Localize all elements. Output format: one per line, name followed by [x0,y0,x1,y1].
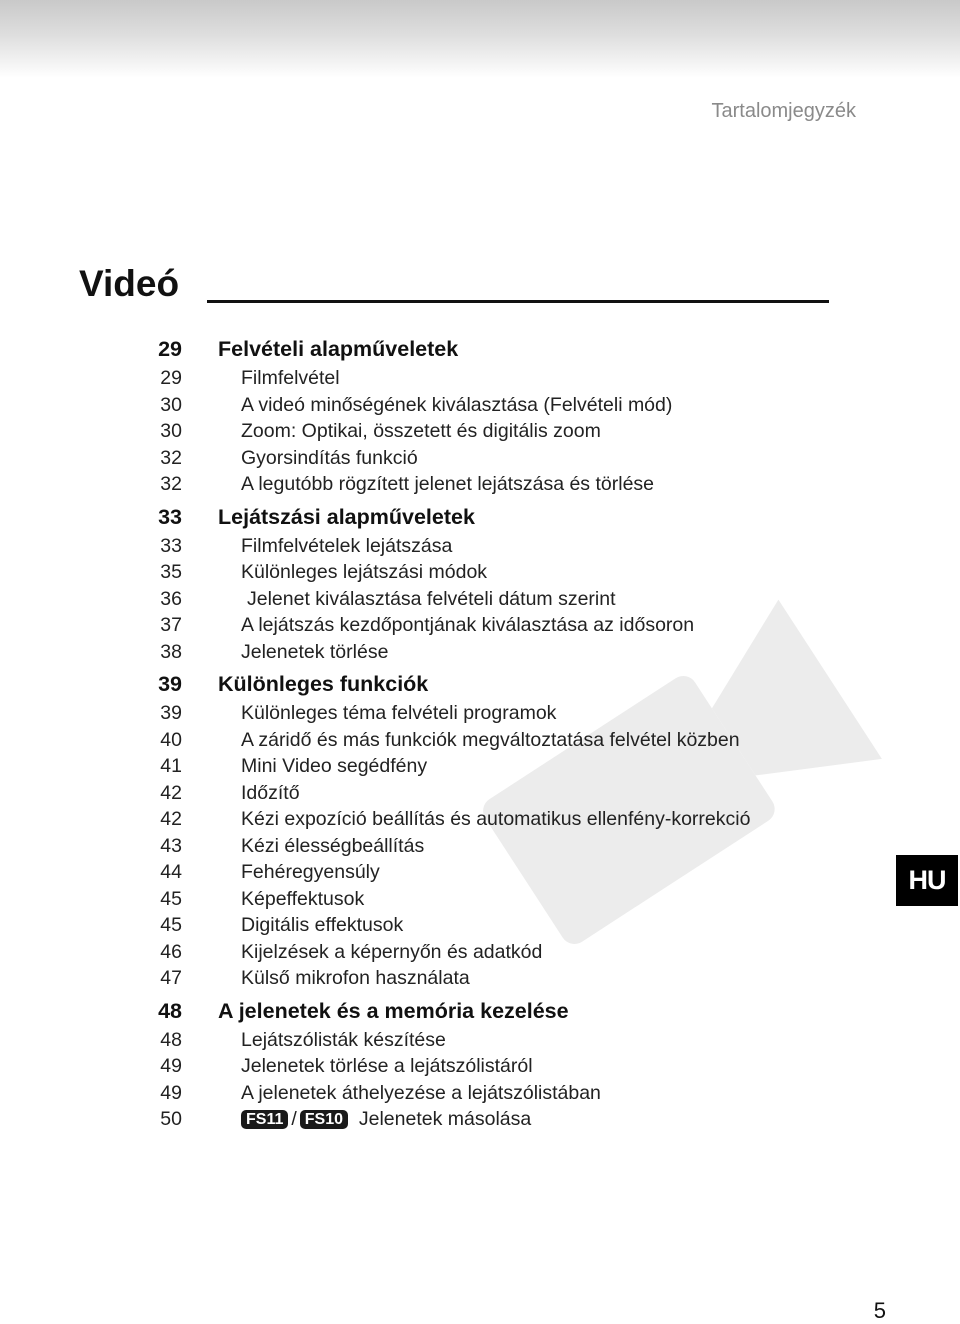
toc-item[interactable] [0,939,900,966]
page-number-label: 49 [160,1055,182,1077]
page-number-label: 45 [160,914,182,936]
page-number-label: 43 [160,834,182,857]
item-title: Kézi élességbeállítás [241,834,425,857]
language-tab: HU [896,855,958,906]
page-number-label: 44 [160,861,182,883]
heading-title: Felvételi alapműveletek [218,337,459,361]
item-title-with-badges [241,1106,531,1133]
page-number-label: 46 [160,940,182,963]
toc-item[interactable] [0,392,900,419]
item-title: A záridő és más funkciók megváltoztatása felvétel közben [241,728,740,751]
page-number-label: 32 [160,473,182,495]
page-number-label: 48 [160,1028,182,1051]
page-number-label: 35 [160,561,182,583]
item-title: Jelenetek törlése a lejátszólistáról [241,1055,533,1077]
page-number-label: 42 [160,781,182,804]
item-title: Digitális effektusok [241,914,404,936]
heading-title: Lejátszási alapműveletek [218,504,475,529]
toc-item[interactable] [0,445,900,472]
item-title: Jelenetek másolása [358,1108,532,1130]
toc-item[interactable] [0,1080,900,1107]
page-number-label: 33 [160,534,182,557]
toc-item[interactable] [0,559,900,586]
item-title: A legutóbb rögzített jelenet lejátszása és törlése [241,473,655,495]
toc-item[interactable] [0,471,900,498]
heading-title: Különleges funkciók [218,672,429,696]
toc-section [0,334,900,498]
item-title: Lejátszólisták készítése [241,1028,446,1051]
item-title: Képeffektusok [241,887,365,910]
page-number-label: 29 [160,367,182,389]
toc-item[interactable] [0,1053,900,1080]
item-title: Zoom: Optikai, összetett és digitális zoom [241,420,601,442]
page-number-label: 30 [160,420,182,442]
page-number-label: 42 [160,808,182,830]
page-number-label: 33 [158,504,182,529]
toc-item[interactable] [0,700,900,727]
item-title: Filmfelvétel [241,367,340,389]
toc-item[interactable] [0,586,900,613]
item-title: Jelenetek törlése [241,640,389,663]
badge-separator: / [291,1108,297,1130]
toc-heading-row[interactable] [0,669,900,700]
toc-section [0,669,900,992]
page-number-label: 39 [158,672,182,696]
toc-item[interactable] [0,727,900,754]
toc-item[interactable] [0,806,900,833]
toc-item[interactable] [0,886,900,913]
toc-item[interactable] [0,1106,900,1133]
page-number-label: 41 [160,755,182,777]
page-number-label: 37 [160,614,182,636]
toc-item[interactable] [0,418,900,445]
page-number-label: 29 [158,337,182,361]
page-number-label: 40 [160,728,182,751]
item-title: Gyorsindítás funkció [241,446,418,469]
toc-item[interactable] [0,1027,900,1054]
toc-heading-row[interactable] [0,502,900,533]
item-title: Időzítő [241,781,300,804]
item-title: Kézi expozíció beállítás és automatikus ellenfény-korrekció [241,808,751,830]
toc-item[interactable] [0,912,900,939]
item-title: Mini Video segédfény [241,755,428,777]
page-number-label: 49 [160,1081,182,1104]
page-number-label: 38 [160,640,182,663]
item-title: Filmfelvételek lejátszása [241,534,453,557]
toc-section [0,502,900,666]
page-number-label: 50 [160,1108,182,1130]
top-gradient-band [0,0,960,78]
section-title: Videó [79,263,180,304]
model-badge-fs10: FS10 [300,1110,348,1129]
page-number-label: 32 [160,446,182,469]
title-rule [207,300,829,303]
item-title: A lejátszás kezdőpontjának kiválasztása az idősoron [241,614,695,636]
item-title: Külső mikrofon használata [241,967,470,989]
toc-item[interactable] [0,833,900,860]
page-number: 5 [873,1298,886,1323]
item-title: Különleges lejátszási módok [241,561,488,583]
item-title: A jelenetek áthelyezése a lejátszólistában [241,1081,601,1104]
item-title: Kijelzések a képernyőn és adatkód [241,940,543,963]
heading-title: A jelenetek és a memória kezelése [218,998,569,1023]
page-number-label: 36 [160,587,182,610]
item-title: Különleges téma felvételi programok [241,702,557,724]
toc-heading-row[interactable] [0,334,900,365]
toc-item[interactable] [0,639,900,666]
toc-item[interactable] [0,753,900,780]
item-title: A videó minőségének kiválasztása (Felvételi mód) [241,393,673,416]
item-title: Fehéregyensúly [241,861,380,883]
toc-item[interactable] [0,612,900,639]
toc-item[interactable] [0,780,900,807]
page-number-label: 47 [160,967,182,989]
page-number-label: 39 [160,702,182,724]
toc-item[interactable] [0,965,900,992]
page-number-label: 45 [160,887,182,910]
toc-item[interactable] [0,533,900,560]
running-header: Tartalomjegyzék [711,100,856,122]
toc-heading-row[interactable] [0,996,900,1027]
toc-item[interactable] [0,859,900,886]
page-number-label: 48 [158,998,182,1023]
toc-item[interactable] [0,365,900,392]
model-badge-fs11: FS11 [241,1110,288,1129]
page-number-label: 30 [160,393,182,416]
toc-section [0,996,900,1133]
item-title: Jelenet kiválasztása felvételi dátum szerint [247,587,616,610]
table-of-contents [0,334,900,1137]
